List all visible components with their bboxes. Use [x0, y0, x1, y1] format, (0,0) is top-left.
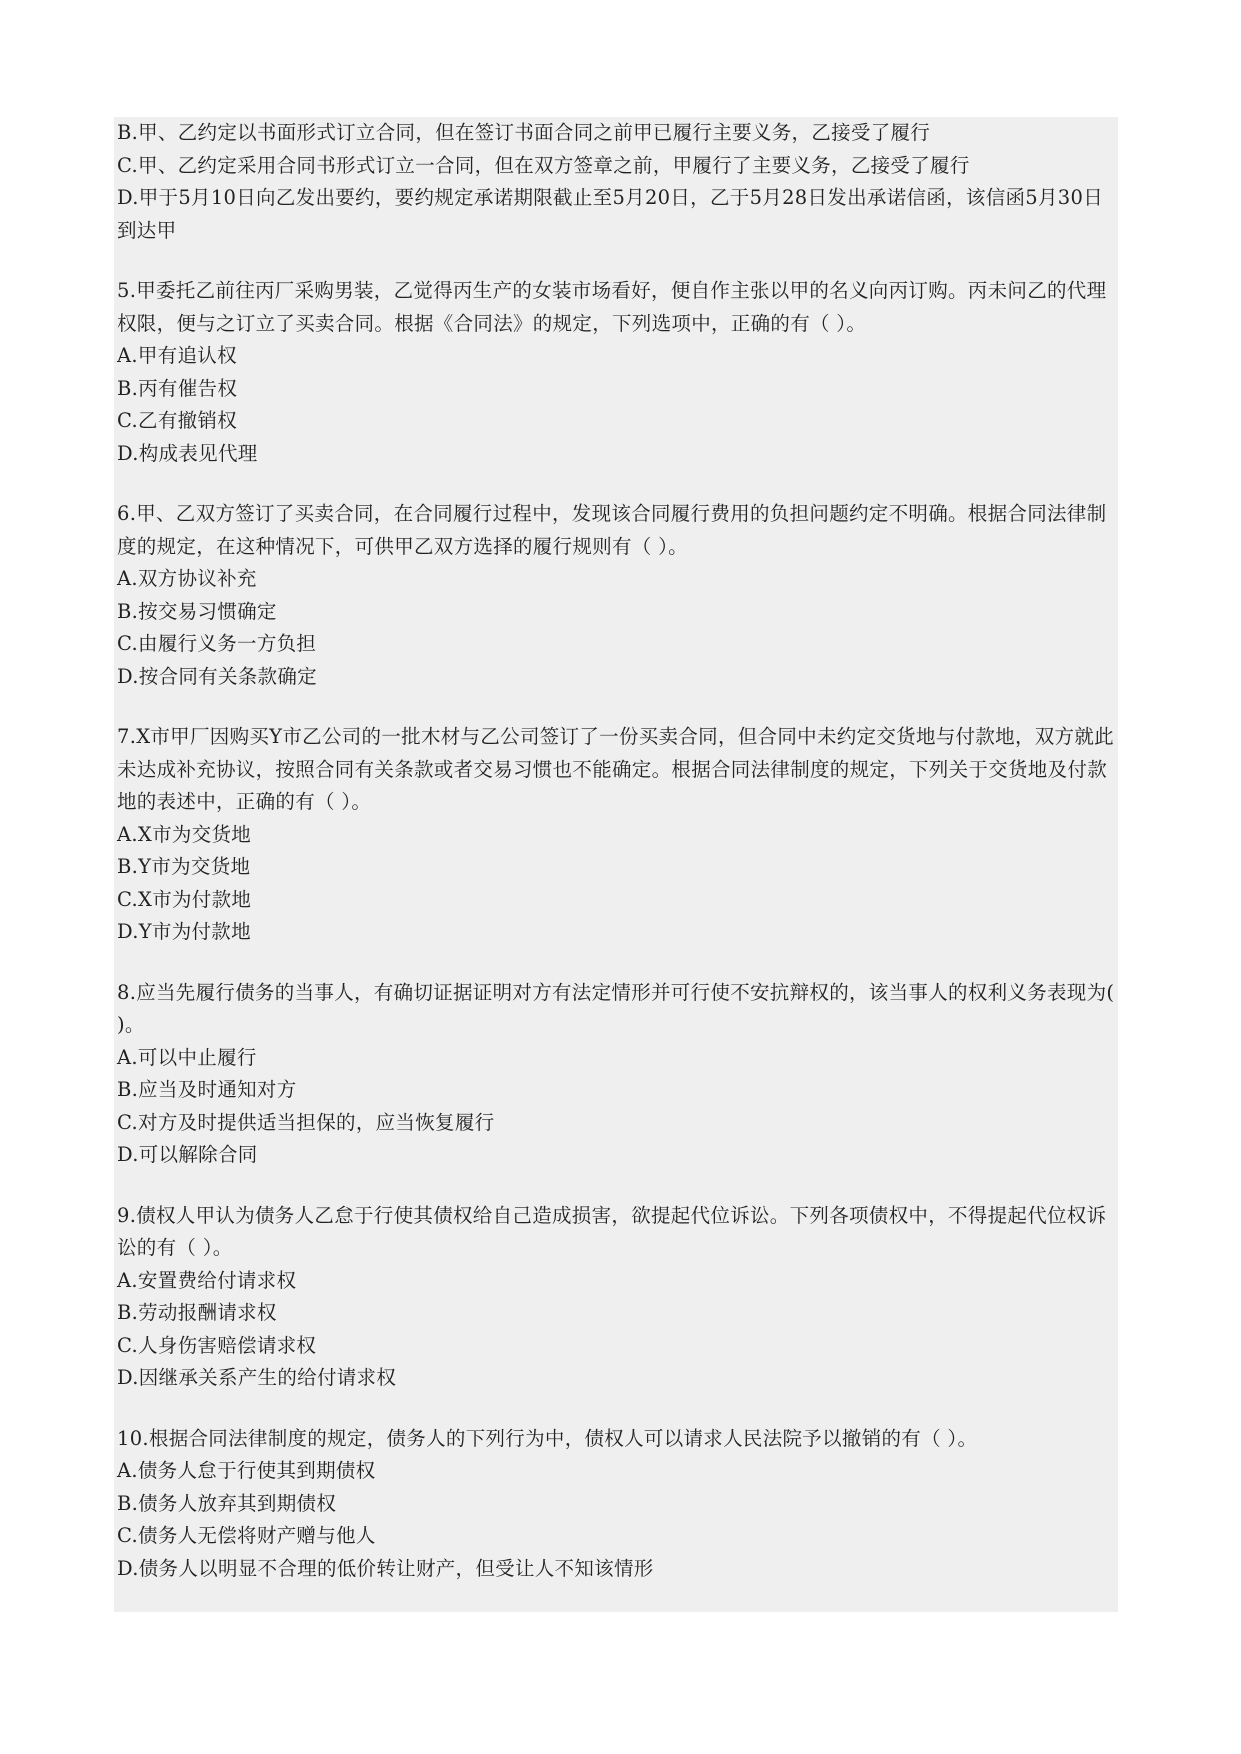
option-c: C.X市为付款地: [117, 887, 252, 911]
option-a: A.X市为交货地: [117, 822, 252, 846]
option-d: D.按合同有关条款确定: [117, 664, 317, 688]
question-stem: 9.债权人甲认为债务人乙怠于行使其债权给自己造成损害，欲提起代位诉讼。下列各项债权中，不得提起代位权诉讼的有（ ）。: [117, 1203, 1107, 1259]
question-6: [117, 498, 1117, 693]
option-d: D.因继承关系产生的给付请求权: [117, 1366, 397, 1389]
option-a: A.可以中止履行: [117, 1045, 257, 1069]
option-c: C.人身伤害赔偿请求权: [117, 1333, 317, 1357]
option-d: D.Y市为付款地: [117, 920, 251, 943]
option-b: B.按交易习惯确定: [117, 599, 277, 623]
question-stem: 6.甲、乙双方签订了买卖合同，在合同履行过程中，发现该合同履行费用的负担问题约定不明确。根据合同法律制度的规定，在这种情况下，可供甲乙双方选择的履行规则有（ ）。: [117, 502, 1107, 558]
option-b: B.应当及时通知对方: [117, 1078, 297, 1101]
option-c: C.债务人无偿将财产赠与他人: [117, 1524, 376, 1547]
question-7: [117, 721, 1117, 949]
option-a: A.甲有追认权: [117, 344, 237, 367]
option-c: C.由履行义务一方负担: [117, 632, 317, 655]
question-9: [117, 1200, 1117, 1395]
question-content: [117, 117, 1117, 1613]
option-b: B.债务人放弃其到期债权: [117, 1491, 337, 1515]
option-a: A.债务人怠于行使其到期债权: [117, 1459, 376, 1482]
option-d: D.甲于5月10日向乙发出要约，要约规定承诺期限截止至5月20日，乙于5月28日发出承诺信函，该信函5月30日到达甲: [117, 186, 1104, 242]
option-d: D.可以解除合同: [117, 1143, 258, 1166]
option-c: C.乙有撤销权: [117, 409, 238, 432]
question-8: [117, 977, 1117, 1172]
question-stem: 10.根据合同法律制度的规定，债务人的下列行为中，债权人可以请求人民法院予以撤销的有（ ）。: [117, 1426, 978, 1450]
option-d: D.构成表见代理: [117, 441, 258, 465]
question-stem: 7.X市甲厂因购买Y市乙公司的一批木材与乙公司签订了一份买卖合同，但合同中未约定交货地与付款地，双方就此未达成补充协议，按照合同有关条款或者交易习惯也不能确定。根据合同法律制度的规定，下列关于交货地及付款地的表述中，正确的有（ ）。: [117, 725, 1114, 813]
option-c: C.甲、乙约定采用合同书形式订立一合同，但在双方签章之前，甲履行了主要义务，乙接受了履行: [117, 153, 970, 177]
option-d: D.债务人以明显不合理的低价转让财产，但受让人不知该情形: [117, 1556, 654, 1580]
question-10: [117, 1423, 1117, 1586]
option-a: A.双方协议补充: [117, 567, 257, 590]
option-a: A.安置费给付请求权: [117, 1268, 297, 1292]
question-stem: 5.甲委托乙前往丙厂采购男装，乙觉得丙生产的女装市场看好，便自作主张以甲的名义向丙订购。丙未问乙的代理权限，便与之订立了买卖合同。根据《合同法》的规定，下列选项中，正确的有（ ）。: [117, 279, 1107, 335]
option-c: C.对方及时提供适当担保的，应当恢复履行: [117, 1110, 495, 1134]
question-4-options-continued: [117, 117, 1117, 247]
option-b: B.Y市为交货地: [117, 855, 251, 878]
option-b: B.丙有催告权: [117, 376, 238, 400]
option-b: B.甲、乙约定以书面形式订立合同，但在签订书面合同之前甲已履行主要义务，乙接受了履行: [117, 121, 931, 144]
question-stem: 8.应当先履行债务的当事人，有确切证据证明对方有法定情形并可行使不安抗辩权的，该当事人的权利义务表现为( )。: [117, 980, 1115, 1036]
option-b: B.劳动报酬请求权: [117, 1301, 277, 1324]
question-5: [117, 275, 1117, 470]
